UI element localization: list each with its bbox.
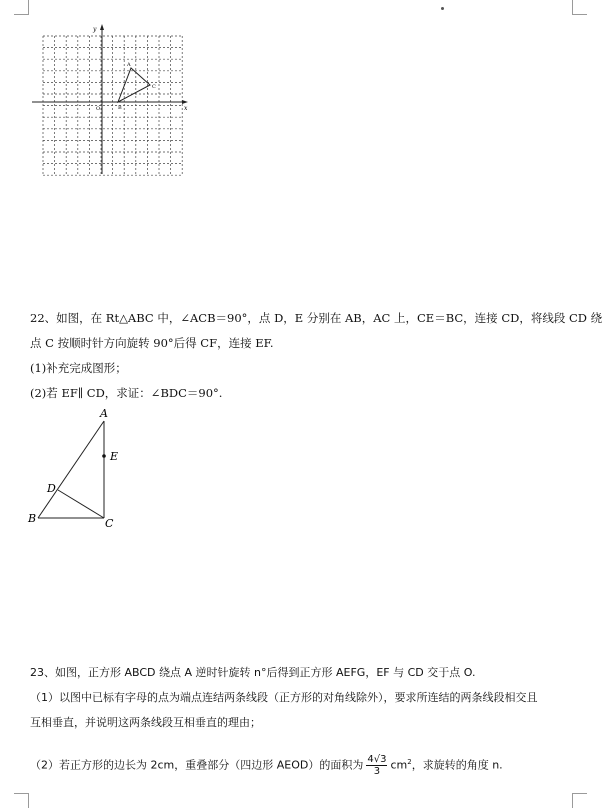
y-axis-label: y (93, 26, 97, 33)
label-b: B (28, 512, 37, 525)
x-axis-label: x (184, 105, 188, 112)
unit-superscript: 2 (407, 758, 412, 766)
fraction-denominator: 3 (373, 766, 381, 778)
q22-part-2: (2)若 EF∥ CD，求证：∠BDC＝90°. (30, 386, 223, 400)
q22-line-1: 22、如图，在 Rt△ABC 中，∠ACB＝90°，点 D，E 分别在 AB，AC 上，CE＝BC，连接 CD，将线段 CD 绕 (30, 311, 603, 325)
area-fraction (366, 754, 387, 777)
fraction-numerator: 4√3 (367, 754, 387, 766)
q23-line-1: 23、如图，正方形 ABCD 绕点 A 逆时针旋转 n°后得到正方形 AEFG，EF 与 CD 交于点 O. (30, 666, 476, 679)
point-c-label: C (152, 84, 156, 90)
segment-ab (38, 421, 104, 518)
q23-part-2 (30, 748, 503, 780)
q23-part-2-end: ，求旋转的角度 n. (411, 758, 503, 772)
point-b-label: B (118, 105, 122, 111)
q22-line-2: 点 C 按顺时针方向旋转 90°后得 CF，连接 EF. (30, 336, 274, 350)
q23-part-1-line-1: （1）以图中已标有字母的点为端点连结两条线段（正方形的对角线除外），要求所连结的两条线段相交且 (30, 691, 538, 704)
q23-part-2-text: （2）若正方形的边长为 2cm，重叠部分（四边形 AEOD）的面积为 (30, 758, 364, 772)
label-c: C (105, 517, 114, 530)
label-e: E (110, 450, 119, 463)
q23-part-1-line-2: 互相垂直，并说明这两条线段互相垂直的理由； (30, 716, 261, 729)
label-d: D (47, 482, 56, 495)
segment-cd (58, 490, 104, 518)
point-a-label: A (127, 62, 131, 68)
label-a: A (100, 407, 108, 420)
origin-label: O (96, 106, 101, 112)
unit-cm: cm (390, 758, 408, 772)
point-e-dot (102, 454, 106, 458)
q22-part-1: (1)补充完成图形； (30, 361, 127, 375)
